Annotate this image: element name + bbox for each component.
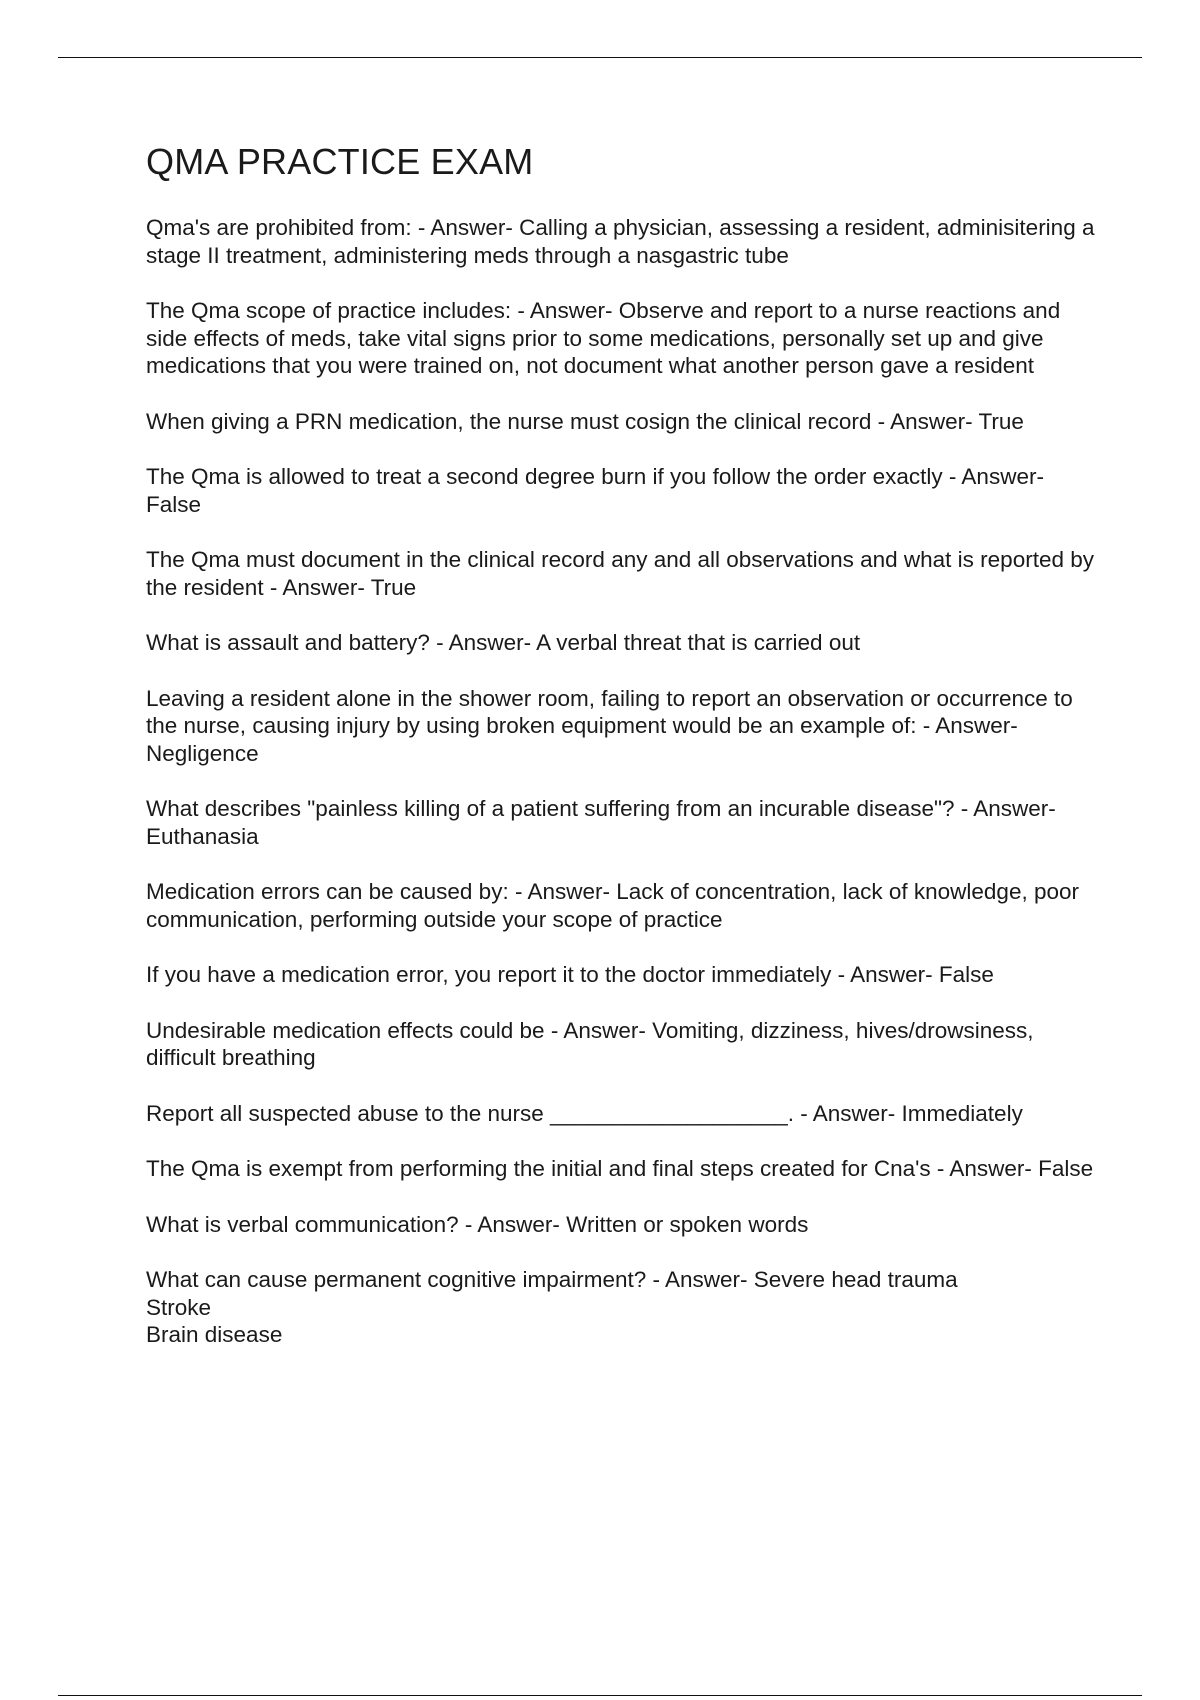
qa-item: Undesirable medication effects could be - Answer- Vomiting, dizziness, hives/drowsiness, difficult breathing — [146, 1017, 1034, 1070]
qa-item: What is assault and battery? - Answer- A verbal threat that is carried out — [146, 630, 861, 655]
qa-item: Medication errors can be caused by: - Answer- Lack of concentration, lack of knowledge, poor communication, performing outside your scope of practice — [146, 879, 1079, 932]
qa-item: If you have a medication error, you report it to the doctor immediately - Answer- False — [146, 962, 994, 987]
bottom-rule — [58, 1695, 1142, 1696]
qa-item: When giving a PRN medication, the nurse must cosign the clinical record - Answer- True — [146, 408, 1024, 434]
page-title: QMA PRACTICE EXAM — [146, 141, 534, 182]
qa-item: The Qma is exempt from performing the initial and final steps created for Cna's - Answer- False — [146, 1156, 1094, 1181]
document-body — [146, 140, 1096, 1377]
qa-item: Qma's are prohibited from: - Answer- Calling a physician, assessing a resident, adminisitering a stage II treatment, administering meds through a nasgastric tube — [146, 215, 1095, 268]
qa-item: The Qma is allowed to treat a second degree burn if you follow the order exactly - Answer- False — [146, 464, 1044, 517]
qa-item: What is verbal communication? - Answer- Written or spoken words — [146, 1211, 809, 1237]
qa-item: The Qma must document in the clinical record any and all observations and what is reported by the resident - Answer- True — [146, 547, 1094, 600]
qa-item: Report all suspected abuse to the nurse ___________________. - Answer- Immediately — [146, 1100, 1023, 1126]
top-rule — [58, 57, 1142, 58]
qa-item: What can cause permanent cognitive impairment? - Answer- Severe head trauma Stroke Brain disease — [146, 1267, 958, 1347]
qa-item: The Qma scope of practice includes: - Answer- Observe and report to a nurse reactions and side effects of meds, take vital signs prior to some medications, personally set up and give medications that you were trained on, not document what another person gave a resident — [146, 298, 1061, 378]
qa-item: Leaving a resident alone in the shower room, failing to report an observation or occurrence to the nurse, causing injury by using broken equipment would be an example of: - Answer- Negligence — [146, 685, 1073, 766]
qa-item: What describes "painless killing of a patient suffering from an incurable disease"? - Answer- Euthanasia — [146, 796, 1056, 849]
